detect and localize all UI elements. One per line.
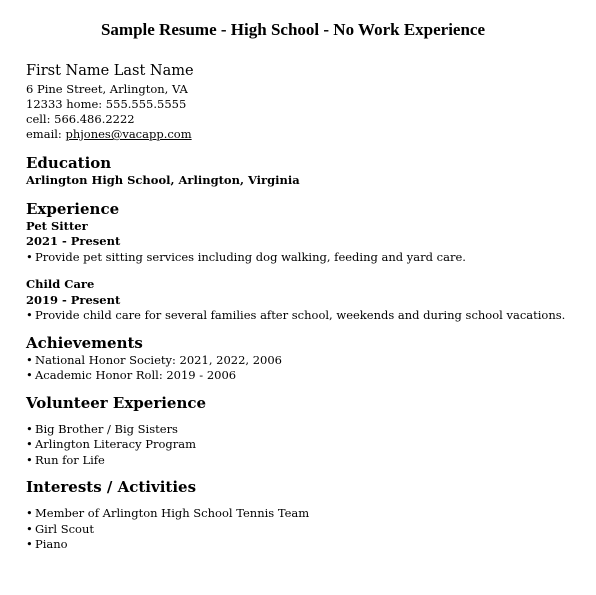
education-heading: Education: [26, 154, 112, 172]
bullet-icon: •: [26, 506, 33, 520]
list-item: [26, 437, 586, 453]
job-title: Child Care: [26, 277, 95, 291]
bullet-icon: •: [26, 452, 33, 467]
achievements-section: [26, 334, 586, 384]
cell-phone-line: cell: 566.486.2222: [26, 112, 135, 126]
list-item: [26, 537, 586, 553]
experience-heading: Experience: [26, 199, 120, 218]
list-item-text: Arlington Literacy Program: [35, 437, 196, 451]
list-item: [26, 422, 586, 438]
list-item: [26, 506, 586, 522]
list-item: [26, 522, 586, 538]
list-item: [26, 368, 586, 384]
volunteer-heading: Volunteer Experience: [26, 393, 207, 412]
job-title: Pet Sitter: [26, 218, 88, 233]
email-label: email:: [26, 127, 66, 141]
bullet-icon: •: [26, 537, 33, 551]
education-section: [26, 154, 586, 189]
job-bullet: [26, 308, 586, 324]
job-entry: [26, 277, 586, 324]
list-item-text: Member of Arlington High School Tennis Team: [35, 506, 310, 520]
interests-section: [26, 478, 586, 553]
list-item-text: Run for Life: [35, 452, 105, 467]
school-name: Arlington High School, Arlington, Virginia: [26, 173, 300, 187]
interests-heading: Interests / Activities: [26, 478, 197, 496]
job-bullet-text: Provide pet sitting services including dog walking, feeding and yard care.: [35, 249, 466, 264]
job-bullet-text: Provide child care for several families after school, weekends and during school vacations.: [35, 308, 566, 322]
list-item-text: Big Brother / Big Sisters: [35, 421, 178, 436]
list-item-text: National Honor Society: 2021, 2022, 2006: [35, 352, 282, 367]
bullet-icon: •: [26, 308, 33, 322]
bullet-icon: •: [26, 521, 33, 536]
email-link[interactable]: phjones@vacapp.com: [65, 127, 192, 141]
volunteer-section: [26, 394, 586, 469]
achievements-heading: Achievements: [26, 333, 143, 352]
bullet-icon: •: [26, 249, 33, 264]
home-phone-line: 12333 home: 555.555.5555: [26, 97, 187, 111]
address-line: 6 Pine Street, Arlington, VA: [26, 82, 188, 96]
job-bullet: [26, 250, 586, 266]
bullet-icon: •: [26, 368, 33, 382]
job-entry: [26, 219, 586, 266]
job-dates: 2019 - Present: [26, 292, 121, 307]
resume-content: [26, 62, 586, 553]
list-item: [26, 453, 586, 469]
bullet-icon: •: [26, 352, 33, 367]
document-title: Sample Resume - High School - No Work Experience: [100, 20, 486, 39]
list-item-text: Piano: [35, 537, 68, 551]
list-item: [26, 353, 586, 369]
contact-block: [26, 62, 586, 142]
experience-section: [26, 200, 586, 324]
job-dates: 2021 - Present: [26, 234, 121, 248]
list-item-text: Academic Honor Roll: 2019 - 2006: [35, 368, 237, 382]
bullet-icon: •: [26, 421, 33, 436]
applicant-name: First Name Last Name: [26, 63, 194, 79]
list-item-text: Girl Scout: [35, 521, 94, 536]
email-line: [26, 127, 586, 142]
bullet-icon: •: [26, 437, 33, 451]
